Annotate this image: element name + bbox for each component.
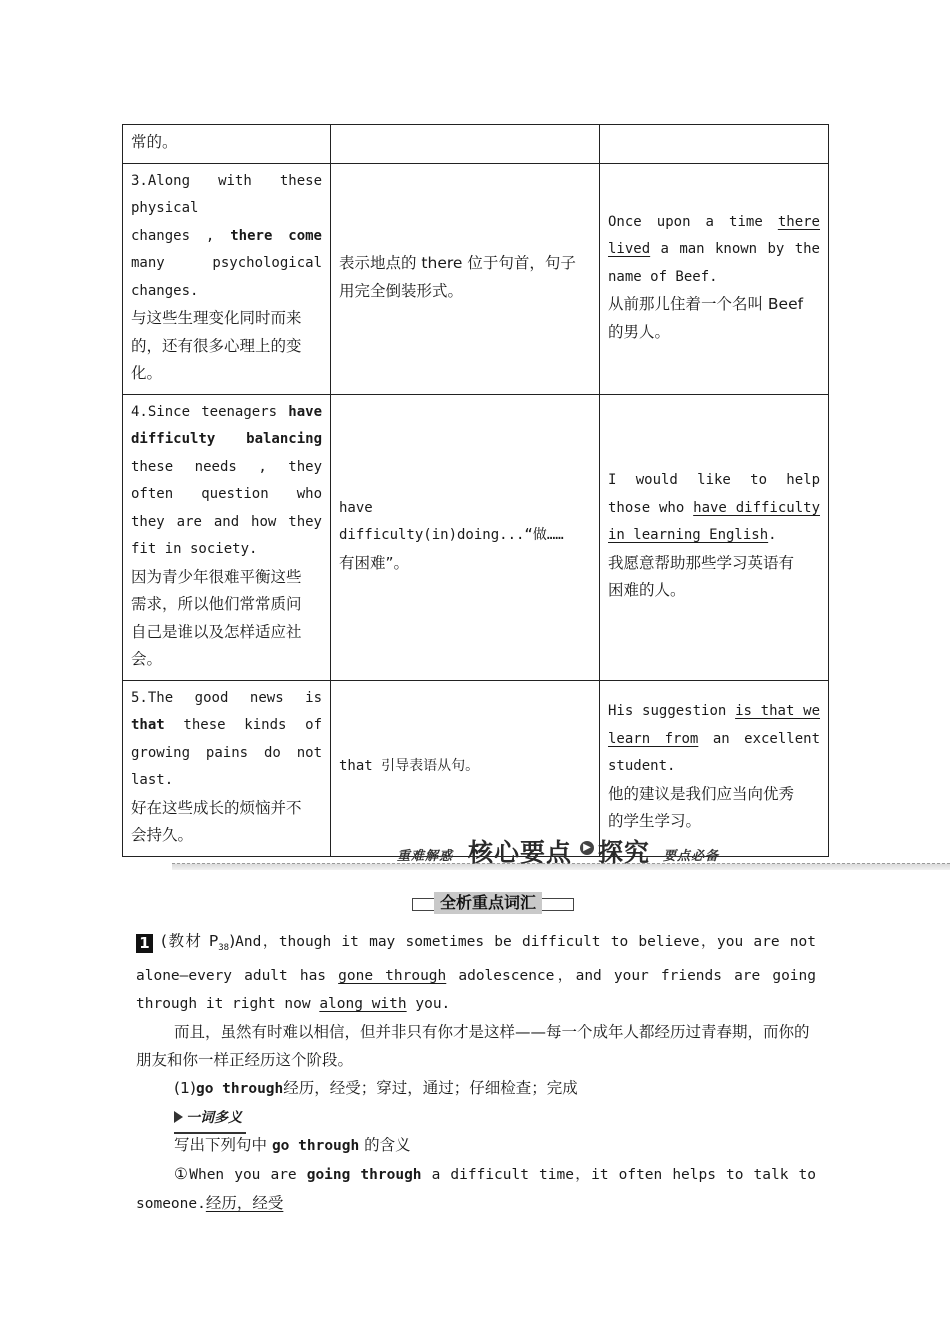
explanation-cell <box>331 163 600 394</box>
example-cell <box>123 163 331 394</box>
cell-line: 常的。 <box>131 133 178 151</box>
cell-line: His suggestion is that we <box>608 703 820 720</box>
cell-line: 用完全倒装形式。 <box>339 281 464 300</box>
cell-line: 的学生学习。 <box>608 812 702 831</box>
cell-line: have <box>339 499 373 516</box>
answer-blank: 经历，经受 <box>205 1193 284 1212</box>
underlined-phrase: there <box>777 213 820 230</box>
cell-line: changes. <box>131 282 199 299</box>
underlined-phrase: have difficulty <box>693 499 820 516</box>
cell-line: 因为青少年很难平衡这些 <box>131 567 302 586</box>
cell-line: that 引导表语从句。 <box>339 758 480 775</box>
cell-line: 需求，所以他们常常质问 <box>131 595 302 613</box>
cell-line: 的，还有很多心理上的变 <box>131 336 302 355</box>
cell-line: 我愿意帮助那些学习英语有 <box>608 553 795 572</box>
cell-line: I would like to help <box>608 472 820 489</box>
cell-line: in learning English. <box>608 527 777 544</box>
cell-line: 自己是谁以及怎样适应社 <box>131 622 302 641</box>
arrow-right-icon: ▶ <box>580 841 594 855</box>
banner-title-a: 核心要点 <box>468 838 573 867</box>
underlined-phrase: learn from <box>608 730 699 747</box>
table-row <box>123 163 829 394</box>
cell-line: changes , there come <box>131 227 322 244</box>
source-paragraph: 1 (教材 $P_{38})And$，though it may sometimes be difficult to believe，you are not alone—every adult has gone through adolescence，and your friends are going through it right now along with you. <box>136 932 817 1012</box>
explanation-cell <box>331 394 600 680</box>
banner-left-label: 重难解惑 <box>397 849 454 864</box>
cell-line: fit in society. <box>131 541 258 557</box>
cell-line: lived a man known by the <box>608 241 820 258</box>
cell-line: student. <box>608 758 676 775</box>
instruction: 写出下列句中 go through 的含义 <box>174 1135 411 1154</box>
cell-line: 他的建议是我们应当向优秀 <box>608 784 795 803</box>
cell-line: 表示地点的 there 位于句首，句子 <box>339 254 576 272</box>
example-cell <box>123 680 331 856</box>
item-1 <box>136 927 816 1218</box>
cell-line: 5.The good news is <box>131 689 322 706</box>
cell-line: 4.Since teenagers have <box>131 403 322 420</box>
cell-line: 3.Along with these <box>131 172 322 189</box>
cell-line: those who have difficulty <box>608 499 820 516</box>
cell-line: name of Beef. <box>608 268 718 285</box>
underlined-phrase: is that we <box>735 703 820 720</box>
section-title: 全析重点词汇 <box>412 893 574 915</box>
cell-line: 的男人。 <box>608 322 671 341</box>
cell-line: 与这些生理变化同时而来 <box>131 309 302 327</box>
grammar-table <box>122 124 829 857</box>
cell-line: 从前那儿住着一个名叫 Beef <box>608 295 804 314</box>
usage-cell <box>600 125 829 164</box>
table-row <box>123 680 829 856</box>
cell-line: 有困难”。 <box>339 553 410 572</box>
triangle-icon <box>174 1111 183 1123</box>
table-row <box>123 394 829 680</box>
example-cell <box>123 125 331 164</box>
example-cell <box>123 394 331 680</box>
underlined-phrase: in learning English <box>608 527 769 544</box>
explanation-cell <box>331 125 600 164</box>
cell-line: 化。 <box>131 364 163 382</box>
cell-line: 困难的人。 <box>608 581 686 600</box>
cell-line: Once upon a time there <box>608 213 820 230</box>
cell-line: many psychological <box>131 255 322 271</box>
cell-line: these needs , they <box>131 458 322 475</box>
meaning-line: (1)go through经历，经受；穿过，通过；仔细检查；完成 <box>174 1078 578 1097</box>
banner-title-b: 探究 <box>598 838 651 867</box>
banner-right-label: 要点必备 <box>663 849 720 864</box>
usage-cell <box>600 394 829 680</box>
usage-cell <box>600 163 829 394</box>
cell-line: difficulty balancing <box>131 431 322 447</box>
translation: 而且，虽然有时难以相信，但并非只有你才是这样——每一个成年人都经历过青春期，而你的朋友和你一样正经历这个阶段。 <box>136 1022 810 1069</box>
cell-line: difficulty(in)doing...“做…… <box>339 527 564 544</box>
cell-line: that these kinds of <box>131 717 322 733</box>
highlight: that <box>131 717 165 733</box>
cell-line: growing pains do not <box>131 744 322 761</box>
cell-line: 会持久。 <box>131 826 194 844</box>
table-row <box>123 125 829 164</box>
highlight: have <box>288 403 322 420</box>
explanation-cell <box>331 680 600 856</box>
cell-line: they are and how they <box>131 513 322 530</box>
underlined-phrase: lived <box>608 241 651 258</box>
item-number: 1 <box>136 934 153 953</box>
cell-line: 好在这些成长的烦恼并不 <box>131 798 302 817</box>
polysemy-tag: 一词多义 <box>136 1103 816 1131</box>
cell-line: 会。 <box>131 650 163 668</box>
cell-line: physical <box>131 200 199 216</box>
cell-line: last. <box>131 772 174 788</box>
cell-line: often question who <box>131 486 322 502</box>
highlight: there come <box>230 227 322 244</box>
cell-line: learn from an excellent <box>608 730 821 747</box>
section-banner <box>172 833 950 873</box>
example-sentence: ①When you are going through a difficult time，it often helps to talk to someone.经历，经受 <box>136 1164 816 1212</box>
usage-cell <box>600 680 829 856</box>
